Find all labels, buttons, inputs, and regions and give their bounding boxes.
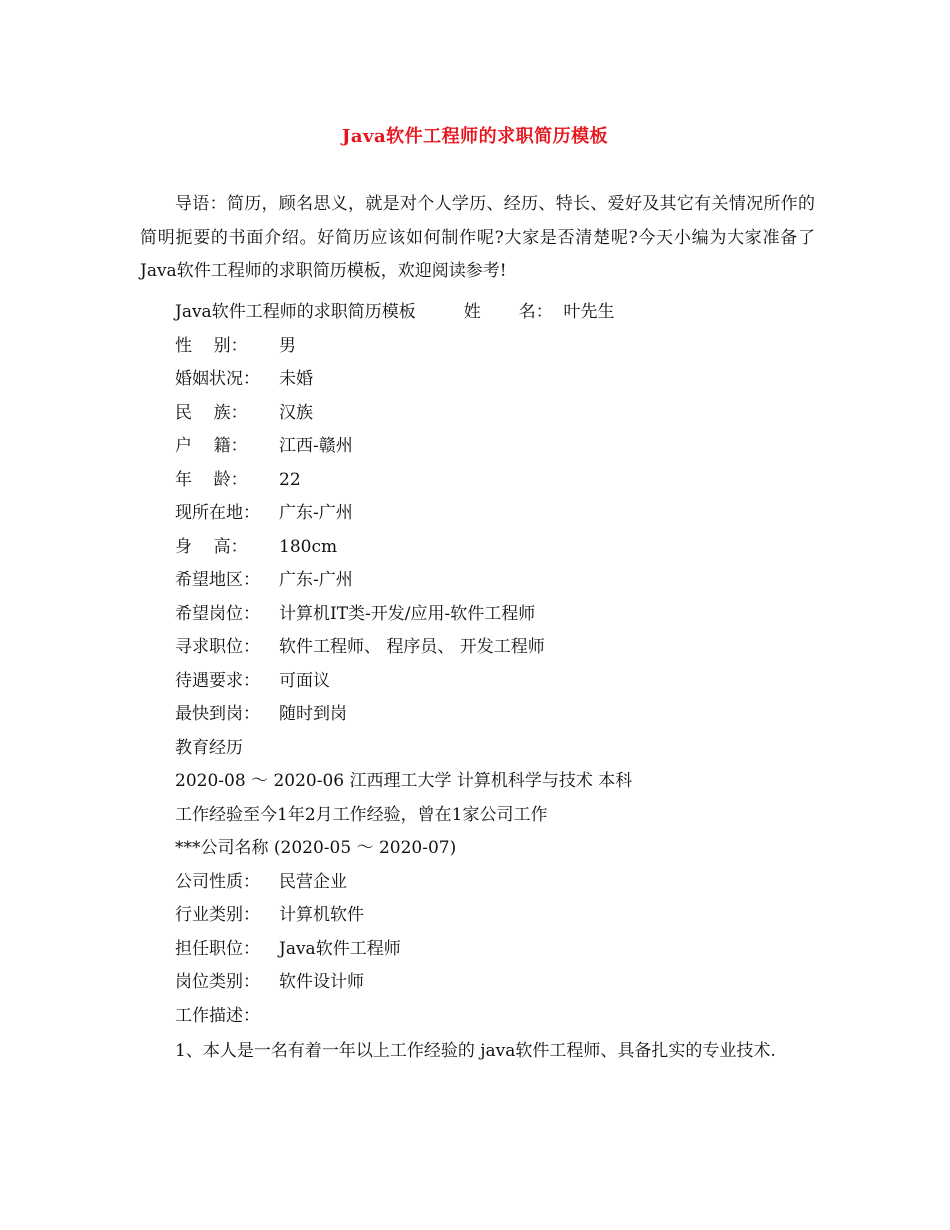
profile-row-location <box>175 497 825 531</box>
company-label: 岗位类别： <box>175 972 260 992</box>
profile-row-marital <box>175 363 825 397</box>
profile-label: 身 高： <box>175 536 248 557</box>
name-value: 叶先生 <box>563 302 615 322</box>
profile-row-availability <box>175 698 825 732</box>
resume-heading: Java软件工程师的求职简历模板 <box>175 302 416 322</box>
company-row-position <box>175 933 825 967</box>
profile-label: 希望岗位： <box>175 603 260 624</box>
profile-label: 寻求职位： <box>175 637 260 657</box>
profile-label: 户 籍： <box>175 436 248 456</box>
profile-row-salary <box>175 665 825 699</box>
profile-value: 可面议 <box>279 670 330 691</box>
company-row-industry <box>175 899 825 933</box>
company-label: 行业类别： <box>175 905 260 925</box>
profile-row-ethnicity <box>175 397 825 431</box>
profile-row-sought-position <box>175 631 825 665</box>
profile-row-desired-region <box>175 564 825 598</box>
profile-label: 现所在地： <box>175 503 260 523</box>
profile-value: 未婚 <box>279 369 313 389</box>
company-label: 担任职位： <box>175 938 260 959</box>
name-label-second: 名： <box>518 302 553 322</box>
profile-value: 广东-广州 <box>279 503 353 523</box>
company-value: Java软件工程师 <box>279 938 401 959</box>
profile-label: 年 龄： <box>175 469 248 490</box>
document-title: Java软件工程师的求职简历模板 <box>341 126 609 147</box>
intro-paragraph: 导语：简历，顾名思义，就是对个人学历、经历、特长、爱好及其它有关情况所作的简明扼要的书面介绍。好简历应该如何制作呢?大家是否清楚呢?今天小编为大家准备了Java软件工程师的求职简历模板，欢迎阅读参考! <box>140 194 815 281</box>
company-value: 计算机软件 <box>279 905 364 925</box>
profile-label: 待遇要求： <box>175 670 260 691</box>
resume-lines <box>175 296 825 1033</box>
profile-value: 随时到岗 <box>279 704 347 724</box>
profile-label: 性 别： <box>175 335 248 356</box>
profile-value: 汉族 <box>279 402 313 423</box>
profile-label: 最快到岗： <box>175 704 260 724</box>
profile-value: 广东-广州 <box>279 570 353 590</box>
education-entry: 2020-08 ～ 2020-06 江西理工大学 计算机科学与技术 本科 <box>175 771 633 791</box>
profile-label: 婚姻状况： <box>175 369 260 389</box>
work-desc-paragraph: 1、本人是一名有着一年以上工作经验的 java软件工程师、具备扎实的专业技术. <box>175 1041 776 1061</box>
name-label-first: 姓 <box>463 302 481 322</box>
company-value: 软件设计师 <box>279 972 364 992</box>
profile-row-gender <box>175 330 825 364</box>
education-heading: 教育经历 <box>175 737 243 758</box>
profile-value: 计算机IT类-开发/应用-软件工程师 <box>279 603 536 624</box>
profile-row-hukou <box>175 430 825 464</box>
profile-label: 民 族： <box>175 402 248 423</box>
company-value: 民营企业 <box>279 871 347 892</box>
profile-value: 22 <box>279 469 301 490</box>
company-label: 公司性质： <box>175 871 260 892</box>
profile-value: 男 <box>279 335 296 356</box>
company-row-nature <box>175 866 825 900</box>
company-row-category <box>175 966 825 1000</box>
profile-label: 希望地区： <box>175 570 260 590</box>
profile-row-desired-post <box>175 598 825 632</box>
header-line <box>175 296 825 330</box>
profile-value: 软件工程师、 程序员、 开发工程师 <box>279 637 545 657</box>
company-line: ***公司名称 (2020-05 ～ 2020-07) <box>175 838 457 858</box>
profile-row-age <box>175 464 825 498</box>
profile-row-height <box>175 531 825 565</box>
work-desc-heading: 工作描述： <box>175 1005 260 1026</box>
profile-value: 江西-赣州 <box>279 436 353 456</box>
profile-value: 180cm <box>279 536 338 557</box>
work-summary: 工作经验至今1年2月工作经验，曾在1家公司工作 <box>175 804 548 825</box>
